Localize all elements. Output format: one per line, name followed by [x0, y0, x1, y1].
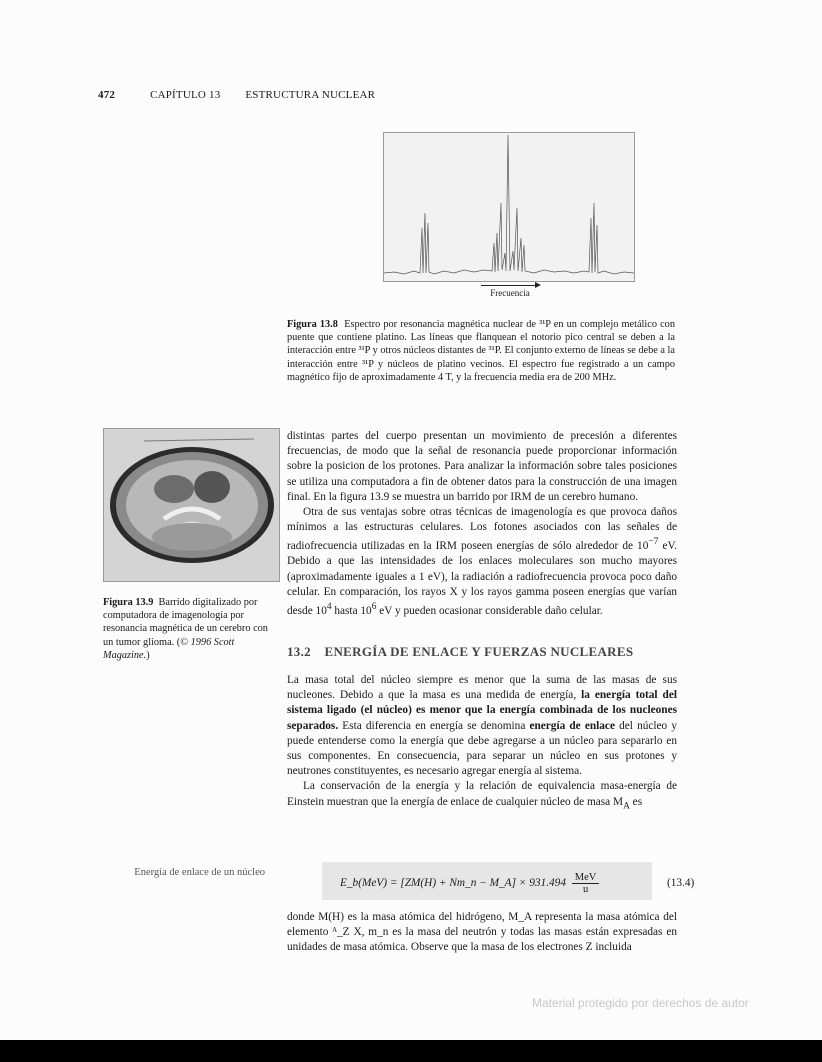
brain-mri-image [103, 428, 280, 582]
figure-label: Figura 13.9 [103, 597, 154, 608]
body-text-binding-energy [287, 673, 677, 814]
caption-credit: 1996 Scott Magazine. [103, 636, 235, 661]
caption-text: Barrido digitalizado por computadora de imagenología por resonancia magnética de un cerebro con un tumor glioma. [103, 597, 268, 648]
paragraph: distintas partes del cuerpo presentan un movimiento de precesión a diferentes frecuencias, de modo que la señal de resonancia puede proporcionar información sobre la posicion de los protones. Para analizar la información sobre tales posiciones se utiliza una computadora a fin de obtener datos para la construcción de una imagen final. En la figura 13.9 se muestra un barrido por IRM de un cerebro humano. [287, 430, 677, 503]
section-number: 13.2 [287, 644, 311, 659]
body-text-mri [287, 429, 677, 619]
paragraph: La conservación de la energía y la relación de equivalencia masa-energía de Einstein muestran que la energía de enlace de cualquier núcleo de masa $M_A$ es [287, 780, 677, 811]
chapter-number: CAPÍTULO 13 [150, 89, 221, 101]
page-number: 472 [98, 89, 116, 101]
nmr-spectrum-figure [383, 132, 635, 282]
figure-13-8-caption [287, 318, 675, 384]
equation-13-4 [340, 872, 599, 895]
copyright-watermark: Material protegido por derechos de autor [532, 996, 749, 1010]
chapter-title: ESTRUCTURA NUCLEAR [245, 89, 376, 101]
body-text-definitions [287, 910, 677, 956]
running-header [98, 89, 375, 101]
paragraph: Otra de sus ventajas sobre otras técnicas de imagenología es que provoca daños mínimos a las estructuras celulares. Los fotones asociados con las señales de radiofrecuencia utilizadas en la IRM poseen energías de sólo alrededor de $10^{-7}$ eV. Debido a que las intensidades de los enlaces moleculares son mucho mayores (aproximadamente iguales a 1 eV), la radiación a radiofrecuencia provoca poco daño celular. En comparación, los rayos X y los rayos gamma poseen energías que varían desde $10^4$ hasta $10^6$ eV y pueden ocasionar considerable daño celular. [287, 506, 677, 617]
unit-fraction: $\frac{\text{MeV}}{u}$ [572, 872, 600, 895]
paragraph: donde M(H) es la masa atómica del hidrógeno, M_A representa la masa atómica del elemento ᴬ_Z X, m_n es la masa del neutrón y todas las masas están expresadas en unidades de masa atómica. Observe que la masa de los electrones Z incluida [287, 911, 677, 954]
arrow-right-icon [475, 282, 545, 288]
spectrum-plot [384, 133, 634, 281]
bottom-black-bar [0, 1040, 822, 1062]
figure-13-9-caption: Figura 13.9 Barrido digitalizado por computadora de imagenología por resonancia magnética de un cerebro con un tumor glioma. (© 1996 Scott Magazine.) [103, 597, 268, 661]
figure-label: Figura 13.8 [287, 319, 338, 330]
caption-text: Espectro por resonancia magnética nuclear de ³¹P en un complejo metálico con puente que contiene platino. Las líneas que flanquean el notorio pico central se deben a la interacción entre ³¹P y otros núcleos distantes de ³¹P. El conjunto externo de líneas se debe a la interacción entre ³¹P y núcleos de platino vecinos. El espectro fue registrado a un campo magnético fijo de aproximadamente 4 T, y la frecuencia media era de 200 MHz. [287, 319, 675, 383]
paragraph: La masa total del núcleo siempre es menor que la suma de las masas de sus nucleones. Debido a que la masa es una medida de energía, la energía total del sistema ligado (el núcleo) es menor que la energía combinada de los nucleones separados. Esta diferencia en energía se denomina energía de enlace del núcleo y puede entenderse como la energía que debe agregarse a un núcleo para separarlo en sus componentes. En consecuencia, para separar un núcleo en sus protones y neutrones constituyentes, es necesario agregar energía al sistema. [287, 674, 677, 778]
equation-number: (13.4) [667, 877, 695, 889]
bold-statement: la energía total del sistema ligado (el núcleo) es menor que la energía combinada de los nucleones separados. [287, 689, 677, 732]
section-title: ENERGÍA DE ENLACE Y FUERZAS NUCLEARES [324, 644, 634, 659]
margin-note: Energía de enlace de un núcleo [134, 867, 265, 878]
mri-scan-graphic [104, 429, 279, 581]
bold-term: energía de enlace [529, 719, 615, 732]
equation-body: E_b(MeV) = [ZM(H) + Nm_n − M_A] × 931.494 [340, 877, 566, 890]
frequency-axis-label: Frecuencia [475, 282, 545, 298]
section-heading [287, 644, 633, 660]
